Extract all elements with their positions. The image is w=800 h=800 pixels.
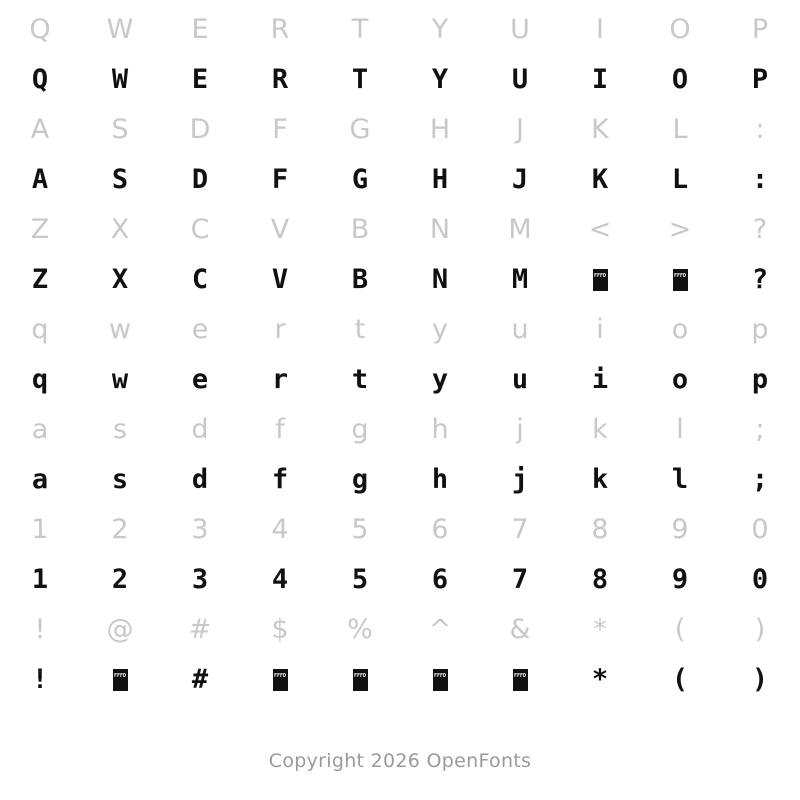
glyph-cell: * [593,613,607,645]
glyph-cell: ( [674,613,686,645]
glyph-cell: 0 [751,563,769,595]
glyph-cell: a [31,463,49,495]
glyph-cell: X [110,213,130,245]
glyph-cell: S [111,113,129,145]
glyph-cell: F [271,163,289,195]
glyph-cell: r [271,363,289,395]
glyph-cell: 4 [271,563,289,595]
glyph-cell: ) [754,613,766,645]
glyph-row [0,654,800,704]
glyph-cell: E [191,13,209,45]
glyph-cell: f [271,463,289,495]
glyph-cell: # [188,613,212,645]
glyph-cell: y [431,363,449,395]
glyph-cell: t [351,363,369,395]
glyph-cell: 7 [511,513,529,545]
glyph-cell: 5 [351,513,369,545]
glyph-cell: 2 [111,513,129,545]
glyph-row [0,4,800,54]
missing-glyph-icon: FFFD [113,669,128,691]
glyph-row [0,104,800,154]
glyph-cell: j [511,463,529,495]
glyph-cell: 8 [591,513,609,545]
glyph-cell: B [350,213,370,245]
glyph-cell: H [431,163,449,195]
glyph-cell: 3 [191,513,209,545]
glyph-cell: ! [31,663,49,695]
glyph-cell: Y [431,13,449,45]
glyph-cell: i [596,313,604,345]
glyph-cell: B [351,263,369,295]
missing-glyph-icon: FFFD [513,669,528,691]
glyph-cell: Y [431,63,449,95]
glyph-cell: ; [751,463,769,495]
glyph-cell: o [671,363,689,395]
glyph-cell: u [511,363,529,395]
glyph-cell: g [351,463,369,495]
glyph-cell: X [111,263,129,295]
glyph-cell [560,266,640,293]
glyph-row [0,554,800,604]
glyph-cell: 1 [31,563,49,595]
glyph-cell: t [354,313,366,345]
glyph-cell: 8 [591,563,609,595]
glyph-cell: J [511,163,529,195]
glyph-cell: $ [271,613,289,645]
glyph-cell: h [431,463,449,495]
glyph-cell: G [349,113,371,145]
glyph-cell: k [592,413,608,445]
glyph-cell: ? [751,263,769,295]
glyph-cell: ( [671,663,689,695]
glyph-cell: w [111,363,129,395]
glyph-cell: & [509,613,531,645]
glyph-cell: < [588,213,612,245]
glyph-cell: f [275,413,285,445]
glyph-cell: C [190,213,210,245]
glyph-cell: g [351,413,369,445]
glyph-cell: T [351,13,369,45]
glyph-cell: Z [31,263,49,295]
glyph-row [0,54,800,104]
glyph-cell [240,666,320,693]
missing-glyph-icon: FFFD [593,269,608,291]
glyph-cell: U [510,13,530,45]
glyph-cell: ? [752,213,768,245]
glyph-cell: Q [31,63,49,95]
glyph-row [0,454,800,504]
glyph-cell: A [31,163,49,195]
glyph-cell: @ [106,613,134,645]
glyph-cell [320,666,400,693]
glyph-cell: W [106,13,134,45]
glyph-row [0,504,800,554]
glyph-cell: > [668,213,692,245]
glyph-cell: M [508,213,532,245]
glyph-cell: Q [29,13,51,45]
glyph-cell: D [189,113,211,145]
glyph-cell: Z [30,213,50,245]
glyph-cell: W [111,63,129,95]
glyph-cell: k [591,463,609,495]
glyph-cell: 3 [191,563,209,595]
glyph-cell: e [191,363,209,395]
glyph-cell: o [671,313,689,345]
glyph-cell: I [591,63,609,95]
glyph-cell: 7 [511,563,529,595]
missing-glyph-icon: FFFD [433,669,448,691]
glyph-cell: S [111,163,129,195]
glyph-cell: i [591,363,609,395]
glyph-cell: F [272,113,288,145]
glyph-row [0,354,800,404]
glyph-cell: L [672,113,688,145]
glyph-cell [80,666,160,693]
missing-glyph-icon: FFFD [353,669,368,691]
copyright-notice: Copyright 2026 OpenFonts [268,750,532,772]
glyph-cell: l [676,413,684,445]
glyph-cell: 6 [431,563,449,595]
glyph-cell: K [591,163,609,195]
glyph-cell: ; [755,413,765,445]
glyph-cell: u [511,313,529,345]
glyph-row [0,604,800,654]
glyph-cell: y [432,313,448,345]
glyph-cell: j [516,413,524,445]
glyph-cell: R [271,63,289,95]
glyph-cell: 9 [671,513,689,545]
glyph-row [0,304,800,354]
glyph-row [0,254,800,304]
glyph-cell: p [751,313,769,345]
glyph-row [0,204,800,254]
glyph-cell [480,666,560,693]
glyph-cell: N [429,213,451,245]
glyph-cell: C [191,263,209,295]
glyph-cell: ) [751,663,769,695]
glyph-cell: E [191,63,209,95]
glyph-cell: T [351,63,369,95]
glyph-cell: V [270,213,290,245]
glyph-cell: I [596,13,604,45]
glyph-cell: D [191,163,209,195]
glyph-cell: s [111,463,129,495]
glyph-cell: O [669,13,691,45]
glyph-cell [640,266,720,293]
glyph-cell: P [751,13,769,45]
glyph-cell: q [31,313,49,345]
glyph-cell: A [30,113,50,145]
glyph-cell: J [516,113,524,145]
glyph-cell: 5 [351,563,369,595]
glyph-cell: ! [34,613,46,645]
glyph-cell: O [671,63,689,95]
glyph-cell: h [431,413,449,445]
glyph-cell: d [191,463,209,495]
missing-glyph-icon: FFFD [673,269,688,291]
missing-glyph-icon: FFFD [273,669,288,691]
glyph-row [0,404,800,454]
glyph-cell: ^ [428,613,452,645]
glyph-cell: U [511,63,529,95]
glyph-cell: M [511,263,529,295]
glyph-cell: G [351,163,369,195]
glyph-cell: % [347,613,373,645]
glyph-cell: H [429,113,451,145]
glyph-cell: r [274,313,286,345]
glyph-cell: 0 [751,513,769,545]
glyph-cell: l [671,463,689,495]
glyph-cell: V [271,263,289,295]
glyph-cell: s [112,413,128,445]
glyph-cell: 2 [111,563,129,595]
glyph-cell: 6 [431,513,449,545]
glyph-cell: p [751,363,769,395]
glyph-cell: P [751,63,769,95]
glyph-cell: e [191,313,209,345]
glyph-cell: 9 [671,563,689,595]
glyph-cell: w [108,313,132,345]
glyph-cell: 1 [31,513,49,545]
glyph-cell: q [31,363,49,395]
glyph-cell: a [31,413,49,445]
glyph-cell: : [751,163,769,195]
glyph-cell: R [270,13,290,45]
glyph-cell: d [191,413,209,445]
glyph-cell: : [755,113,765,145]
glyph-cell: N [431,263,449,295]
glyph-cell: * [591,663,609,695]
glyph-row [0,154,800,204]
glyph-cell: L [671,163,689,195]
glyph-cell: # [191,663,209,695]
glyph-cell: 4 [271,513,289,545]
glyph-cell [400,666,480,693]
glyph-cell: K [591,113,609,145]
